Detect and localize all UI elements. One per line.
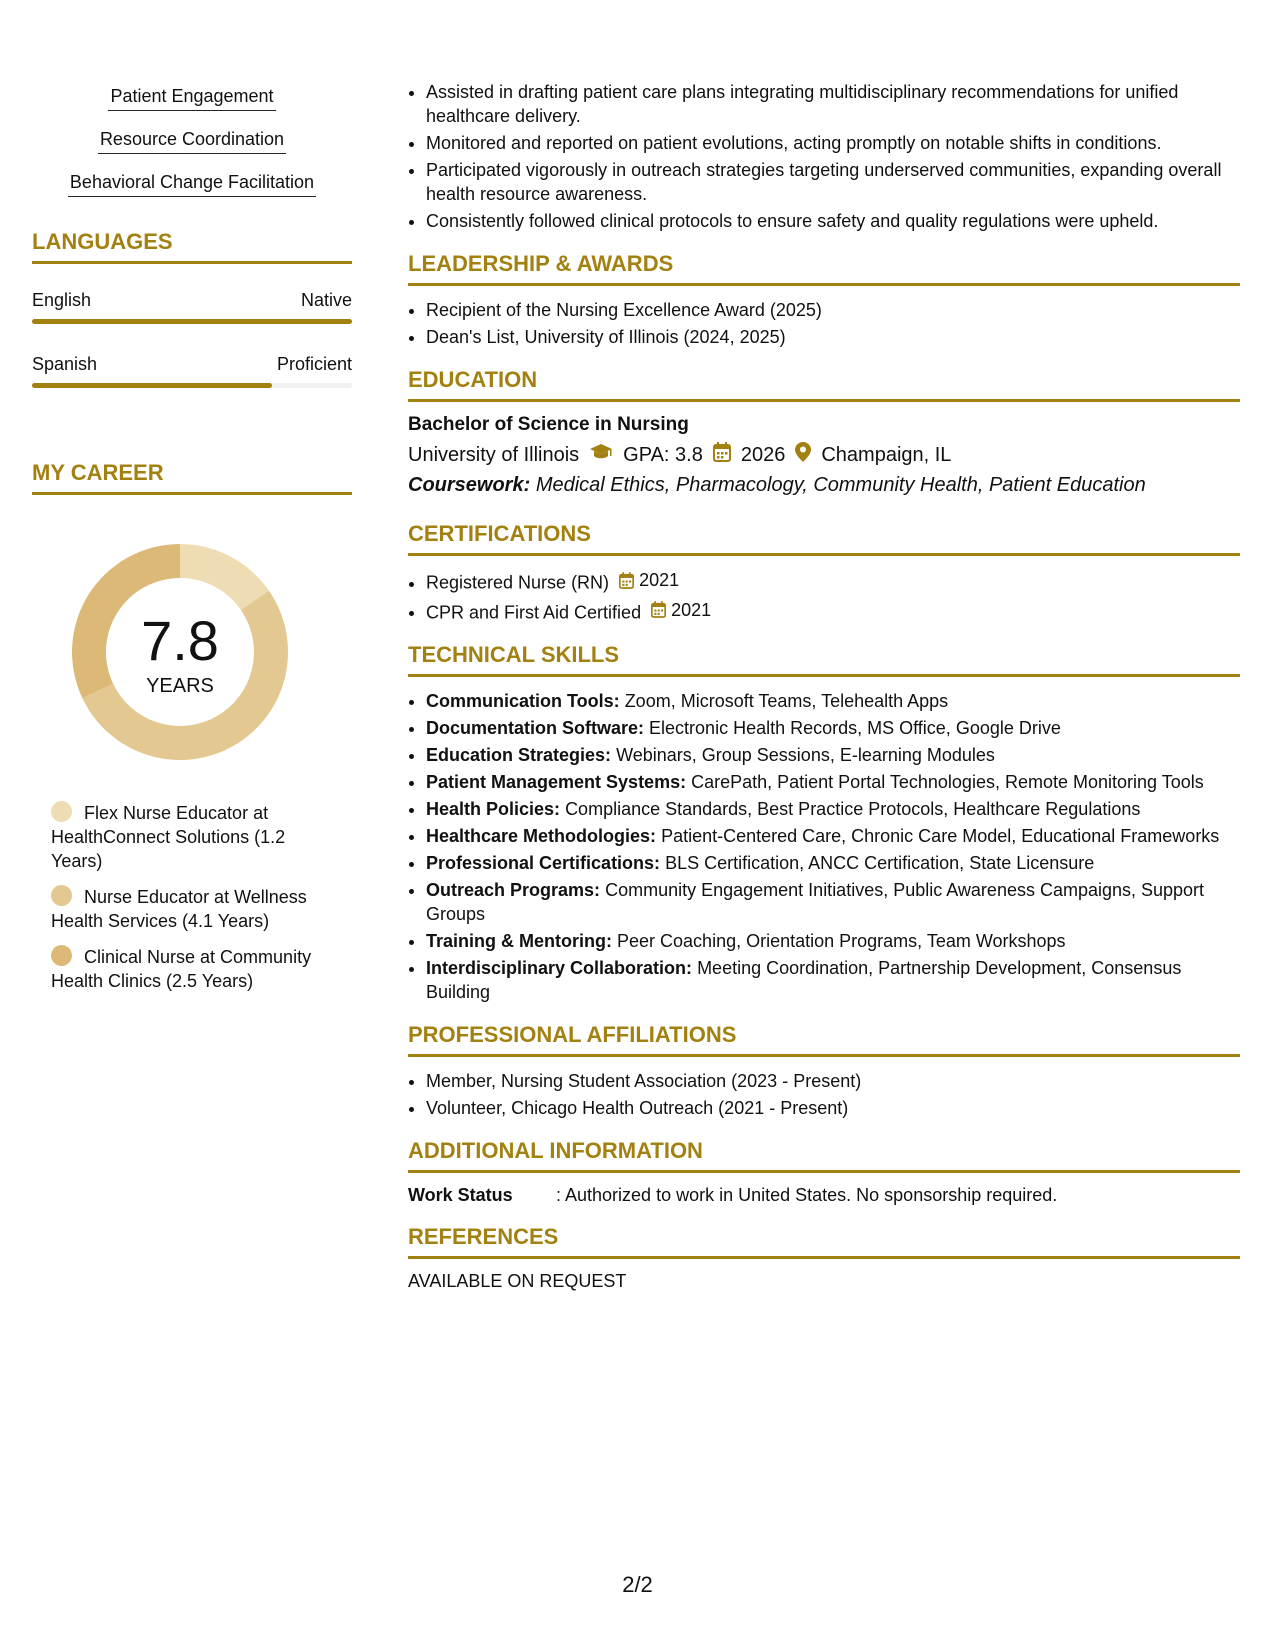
calendar-icon (713, 442, 731, 468)
skill-tag (32, 129, 352, 154)
work-status-value: : Authorized to work in United States. No sponsorship required. (556, 1185, 1058, 1205)
skill-category: Patient Management Systems: (426, 772, 687, 792)
technical-skills-list (408, 689, 1240, 1004)
cert-year: 2021 (671, 599, 712, 620)
leadership-title: LEADERSHIP & AWARDS (408, 251, 1240, 286)
page-number: 2/2 (622, 1572, 653, 1597)
skill-values: Peer Coaching, Orientation Programs, Team Workshops (617, 931, 1066, 951)
language-bar (32, 319, 352, 324)
legend-item (51, 945, 336, 993)
career-unit: YEARS (146, 674, 214, 697)
certifications-list (408, 568, 1240, 624)
legend-label: Clinical Nurse at Community Health Clinics (2.5 Years) (51, 947, 312, 991)
skill-tag (32, 172, 352, 197)
skill-category: Education Strategies: (426, 745, 612, 765)
legend-dot (51, 801, 72, 822)
affiliations-list (408, 1069, 1240, 1120)
cert-name: Registered Nurse (RN) (426, 572, 610, 593)
language-name: English (32, 290, 92, 310)
language-level: Proficient (276, 354, 352, 374)
technical-skills-title: TECHNICAL SKILLS (408, 642, 1240, 677)
education-gpa: GPA: 3.8 (623, 443, 703, 466)
list-item: • Participated vigorously in outreach strategies targeting underserved communities, expanding overall health resource awareness. (426, 158, 1240, 206)
coursework-value: Medical Ethics, Pharmacology, Community Health, Patient Education (535, 474, 1146, 496)
education-details (408, 442, 1240, 468)
graduation-cap-icon (589, 443, 613, 467)
donut-center (65, 537, 295, 767)
list-item (426, 770, 1240, 794)
skill-category: Healthcare Methodologies: (426, 826, 657, 846)
list-item (426, 716, 1240, 740)
additional-info-title: ADDITIONAL INFORMATION (408, 1138, 1240, 1173)
list-item: • Consistently followed clinical protocols to ensure safety and quality regulations were upheld. (426, 209, 1240, 233)
sidebar (32, 86, 352, 1005)
legend-label: Flex Nurse Educator at HealthConnect Solutions (1.2 Years) (51, 803, 286, 871)
education-location: Champaign, IL (821, 443, 952, 466)
skill-category: Communication Tools: (426, 691, 620, 711)
skill-category: Interdisciplinary Collaboration: (426, 958, 693, 978)
list-item: • Assisted in drafting patient care plans integrating multidisciplinary recommendations for unified healthcare delivery. (426, 80, 1240, 128)
list-item (426, 851, 1240, 875)
language-item (32, 290, 352, 324)
skill-category: Professional Certifications: (426, 853, 661, 873)
list-item (426, 929, 1240, 953)
list-item (426, 956, 1240, 1004)
skill-label: Resource Coordination (98, 129, 286, 154)
list-item (426, 878, 1240, 926)
skill-values: Patient-Centered Care, Chronic Care Model, Educational Frameworks (661, 826, 1220, 846)
skill-values: Electronic Health Records, MS Office, Google Drive (649, 718, 1061, 738)
location-pin-icon (795, 442, 811, 468)
skill-label: Patient Engagement (108, 86, 275, 111)
references-title: REFERENCES (408, 1224, 1240, 1259)
skill-values: Zoom, Microsoft Teams, Telehealth Apps (624, 691, 949, 711)
coursework (408, 474, 1240, 497)
skill-category: Documentation Software: (426, 718, 645, 738)
references-text: AVAILABLE ON REQUEST (408, 1271, 627, 1291)
language-name: Spanish (32, 354, 98, 374)
career-title: MY CAREER (32, 460, 352, 495)
legend-dot (51, 945, 72, 966)
education-year: 2026 (740, 443, 786, 466)
skill-values: Compliance Standards, Best Practice Protocols, Healthcare Regulations (565, 799, 1141, 819)
list-item: • Dean's List, University of Illinois (2024, 2025) (426, 325, 1240, 349)
skill-values: Community Engagement Initiatives, Public Awareness Campaigns, Support Groups (426, 880, 1205, 924)
list-item (426, 797, 1240, 821)
career-donut-chart (65, 537, 295, 767)
education-degree: Bachelor of Science in Nursing (408, 414, 689, 435)
skill-tag (32, 86, 352, 111)
coursework-label: Coursework: (408, 474, 531, 496)
skill-category: Training & Mentoring: (426, 931, 612, 951)
list-item (426, 824, 1240, 848)
legend-label: Nurse Educator at Wellness Health Services (4.1 Years) (51, 887, 307, 931)
leadership-list (408, 298, 1240, 349)
language-bar (32, 383, 352, 388)
cert-year: 2021 (639, 570, 680, 590)
experience-bullets (408, 80, 1240, 233)
work-status-label: Work Status (408, 1185, 513, 1205)
language-item (32, 354, 352, 388)
calendar-icon (651, 601, 666, 618)
list-item (426, 743, 1240, 767)
list-item (426, 689, 1240, 713)
legend-item (51, 801, 336, 873)
main-content (408, 80, 1240, 1292)
cert-name: CPR and First Aid Certified (426, 602, 642, 622)
legend-item (51, 885, 336, 933)
education-school: University of Illinois (408, 443, 580, 466)
calendar-icon (619, 572, 634, 589)
skill-values: BLS Certification, ANCC Certification, State Licensure (665, 853, 1095, 873)
skills-list (32, 86, 352, 197)
skill-values: CarePath, Patient Portal Technologies, Remote Monitoring Tools (691, 772, 1204, 792)
list-item: • Monitored and reported on patient evolutions, acting promptly on notable shifts in conditions. (426, 131, 1240, 155)
list-item (426, 568, 1240, 595)
skill-category: Health Policies: (426, 799, 561, 819)
skill-values: Meeting Coordination, Partnership Development, Consensus Building (426, 958, 1182, 1002)
career-legend (32, 801, 336, 993)
education-title: EDUCATION (408, 367, 1240, 402)
cert-date (619, 568, 679, 592)
affiliations-title: PROFESSIONAL AFFILIATIONS (408, 1022, 1240, 1057)
languages-title: LANGUAGES (32, 229, 352, 264)
skill-label: Behavioral Change Facilitation (68, 172, 316, 197)
list-item (426, 598, 1240, 625)
language-bar-fill (32, 383, 272, 388)
list-item: • Recipient of the Nursing Excellence Award (2025) (426, 298, 1240, 322)
work-status-row (408, 1185, 1240, 1206)
legend-dot (51, 885, 72, 906)
certifications-title: CERTIFICATIONS (408, 521, 1240, 556)
career-total-years: 7.8 (141, 608, 219, 672)
list-item: • Volunteer, Chicago Health Outreach (2021 - Present) (426, 1096, 1240, 1120)
skill-category: Outreach Programs: (426, 880, 601, 900)
list-item: • Member, Nursing Student Association (2023 - Present) (426, 1069, 1240, 1093)
cert-date (651, 598, 711, 622)
language-level: Native (300, 290, 352, 310)
language-bar-fill (32, 319, 352, 324)
skill-values: Webinars, Group Sessions, E-learning Modules (616, 745, 995, 765)
